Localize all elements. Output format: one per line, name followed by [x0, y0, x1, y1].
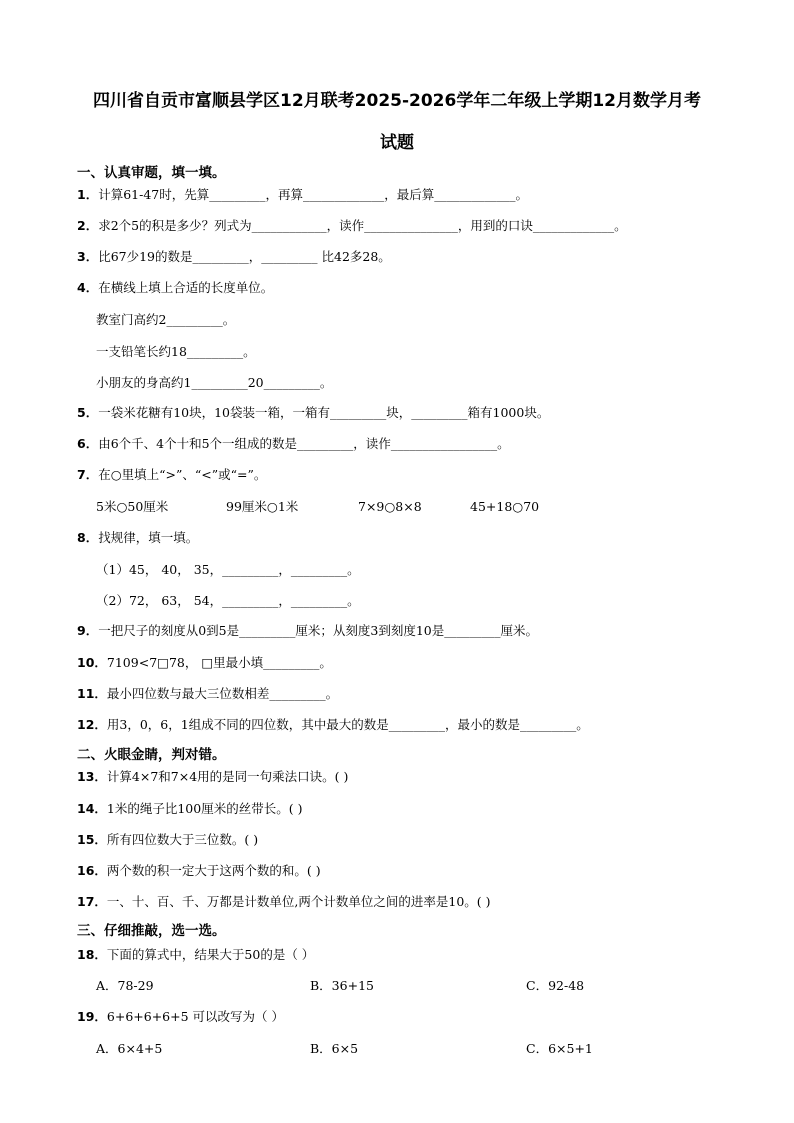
question-text: 用3，0，6，1组成不同的四位数，其中最大的数是_________，最小的数是_________。	[106, 717, 589, 732]
question-1	[77, 186, 528, 204]
question-17	[77, 893, 491, 911]
question-number: 10．	[77, 655, 107, 670]
question-number: 5．	[77, 405, 99, 420]
question-19	[77, 1008, 284, 1026]
question-number: 17．	[77, 894, 107, 909]
exam-title-continued: 试题	[380, 133, 414, 153]
question-number: 1．	[77, 187, 99, 202]
question-number: 3．	[77, 249, 99, 264]
comparison-item: 5米○50厘米	[96, 499, 169, 514]
question-text: 两个数的积一定大于这两个数的和。( )	[106, 863, 321, 878]
question-text: 在横线上填上合适的长度单位。	[98, 280, 274, 295]
question-text: 6+6+6+6+5 可以改写为（ ）	[106, 1009, 285, 1024]
choice-option-c: C．6×5+1	[526, 1041, 593, 1056]
question-12	[77, 716, 589, 734]
section-heading-fill-in: 一、认真审题，填一填。	[77, 165, 226, 181]
question-number: 7．	[77, 467, 99, 482]
question-number: 6．	[77, 436, 99, 451]
choice-option-b: B．6×5	[310, 1041, 359, 1056]
question-number: 19．	[77, 1009, 107, 1024]
question-11	[77, 685, 338, 703]
question-text: 一把尺子的刻度从0到5是_________厘米；从刻度3到刻度10是_________厘米。	[98, 623, 538, 638]
question-text: 1米的绳子比100厘米的丝带长。( )	[106, 801, 303, 816]
section-heading-true-false: 二、火眼金睛，判对错。	[77, 747, 226, 763]
question-text: 找规律，填一填。	[98, 530, 199, 545]
question-2	[77, 217, 627, 235]
question-9	[77, 622, 538, 640]
question-text: 最小四位数与最大三位数相差_________。	[106, 686, 339, 701]
question-number: 11．	[77, 686, 107, 701]
question-text: 7109<7□78， □里最小填_________。	[106, 655, 332, 670]
comparison-item: 45+18○70	[470, 499, 540, 514]
question-text: 计算4×7和7×4用的是同一句乘法口诀。( )	[106, 769, 349, 784]
question-number: 14．	[77, 801, 107, 816]
choice-option-b: B．36+15	[310, 978, 374, 993]
question-3	[77, 248, 391, 266]
question-number: 9．	[77, 623, 99, 638]
question-number: 16．	[77, 863, 107, 878]
question-number: 4．	[77, 280, 99, 295]
comparison-item: 99厘米○1米	[226, 499, 299, 514]
question-7	[77, 466, 266, 484]
question-13	[77, 768, 348, 786]
question-text: 一袋米花糖有10块，10袋装一箱，一箱有_________块，_________箱有1000块。	[98, 405, 550, 420]
choice-option-c: C．92-48	[526, 978, 585, 993]
question-4	[77, 279, 273, 297]
question-15	[77, 831, 258, 849]
question-number: 18．	[77, 947, 107, 962]
choice-option-a: A．78-29	[96, 978, 154, 993]
question-text: 计算61-47时，先算_________，再算_____________，最后算_____________。	[98, 187, 528, 202]
question-number: 15．	[77, 832, 107, 847]
section-heading-multiple-choice: 三、仔细推敲，选一选。	[77, 923, 226, 939]
question-6	[77, 435, 510, 453]
question-number: 12．	[77, 717, 107, 732]
question-text: 在○里填上“>”、“<”或“=”。	[98, 467, 267, 482]
question-18	[77, 946, 314, 964]
question-4-item: 教室门高约2_________。	[96, 312, 236, 327]
comparison-item: 7×9○8×8	[358, 499, 422, 514]
question-10	[77, 654, 332, 672]
question-5	[77, 404, 549, 422]
question-number: 13．	[77, 769, 107, 784]
question-14	[77, 800, 302, 818]
question-8-item: （1）45， 40， 35，_________，_________。	[96, 562, 360, 577]
question-number: 8．	[77, 530, 99, 545]
question-text: 下面的算式中，结果大于50的是（ ）	[106, 947, 315, 962]
question-text: 求2个5的积是多少？列式为____________，读作_______________，用到的口诀_____________。	[98, 218, 627, 233]
question-8-item: （2）72， 63， 54，_________，_________。	[96, 593, 360, 608]
question-number: 2．	[77, 218, 99, 233]
question-text: 一、十、百、千、万都是计数单位,两个计数单位之间的进率是10。( )	[106, 894, 491, 909]
question-8	[77, 529, 198, 547]
question-text: 由6个千、4个十和5个一组成的数是_________，读作_________________。	[98, 436, 510, 451]
question-text: 比67少19的数是_________，_________ 比42多28。	[98, 249, 391, 264]
exam-title: 四川省自贡市富顺县学区12月联考2025-2026学年二年级上学期12月数学月考	[93, 91, 701, 111]
question-4-item: 小朋友的身高约1_________20_________。	[96, 375, 333, 390]
question-4-item: 一支铅笔长约18_________。	[96, 344, 256, 359]
choice-option-a: A．6×4+5	[96, 1041, 163, 1056]
question-16	[77, 862, 321, 880]
question-text: 所有四位数大于三位数。( )	[106, 832, 259, 847]
